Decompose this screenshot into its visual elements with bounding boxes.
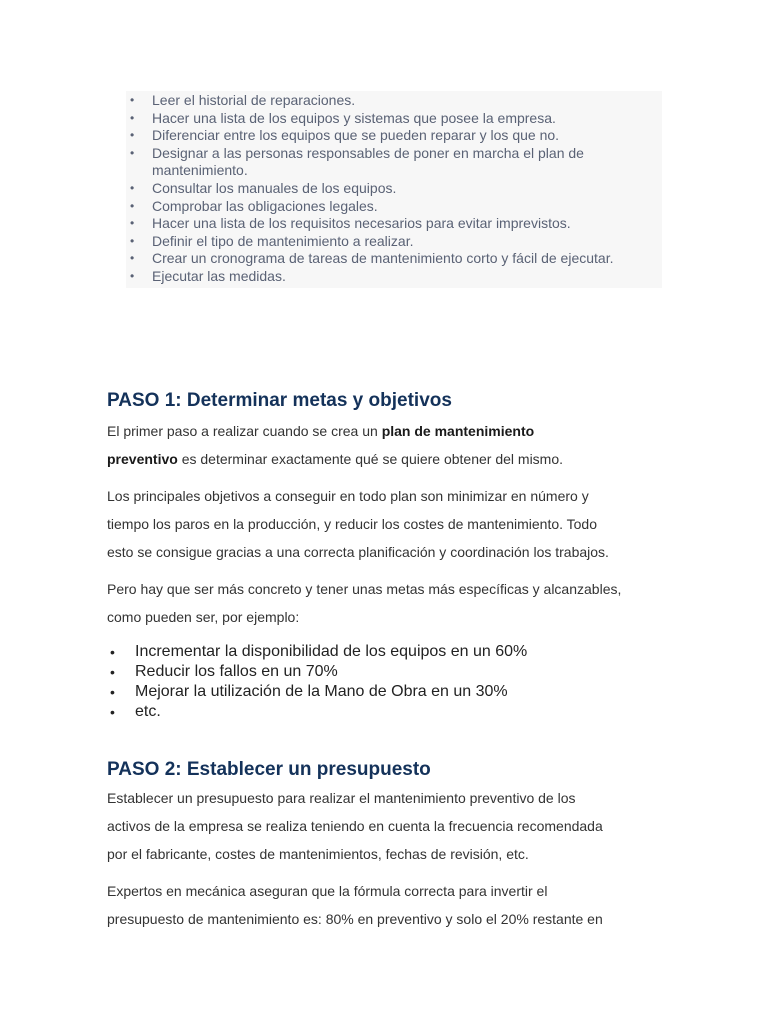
text-line: como pueden ser, por ejemplo:	[107, 609, 300, 625]
text-line: Los principales objetivos a conseguir en todo plan son minimizar en número y	[107, 488, 589, 504]
paragraph	[107, 482, 667, 566]
paragraph	[107, 417, 667, 473]
paragraph	[107, 575, 667, 631]
list-item-text: Definir el tipo de mantenimiento a realizar.	[152, 232, 414, 249]
section-paso-2	[107, 758, 667, 933]
list-item-text: Comprobar las obligaciones legales.	[152, 197, 378, 214]
list-item	[126, 127, 662, 145]
list-item	[126, 145, 662, 180]
list-item-text: Hacer una lista de los equipos y sistemas que posee la empresa.	[152, 109, 556, 126]
paragraph	[107, 784, 667, 868]
list-item	[126, 92, 662, 110]
text-line: Establecer un presupuesto para realizar el mantenimiento preventivo de los	[107, 790, 576, 806]
text-line: presupuesto de mantenimiento es: 80% en preventivo y solo el 20% restante en	[107, 911, 603, 927]
list-item-text: Designar a las personas responsables de poner en marcha el plan de	[152, 144, 584, 161]
list-item	[126, 268, 662, 286]
section-paso-1	[107, 389, 667, 722]
list-item	[126, 180, 662, 198]
list-item: • Incrementar la disponibilidad de los equipos en un 60%	[107, 642, 667, 662]
text-run: El primer paso a realizar cuando se crea un	[107, 423, 382, 439]
list-item-text: Ejecutar las medidas.	[152, 267, 286, 284]
list-item	[126, 198, 662, 216]
list-item	[126, 215, 662, 233]
bold-text: plan de mantenimiento	[381, 423, 535, 439]
maintenance-checklist	[126, 91, 662, 288]
list-item	[126, 110, 662, 128]
text-line: esto se consigue gracias a una correcta planificación y coordinación los trabajos.	[107, 544, 609, 560]
text-line: tiempo los paros en la producción, y reducir los costes de mantenimiento. Todo	[107, 516, 598, 532]
paragraph	[107, 877, 667, 933]
text-line: por el fabricante, costes de mantenimientos, fechas de revisión, etc.	[107, 846, 529, 862]
list-item: • Reducir los fallos en un 70%	[107, 662, 667, 682]
section-heading: PASO 2: Establecer un presupuesto	[107, 759, 431, 780]
text-run: es determinar exactamente qué se quiere obtener del mismo.	[177, 451, 564, 467]
list-item-text-cont: mantenimiento.	[152, 162, 248, 179]
list-item-text: Leer el historial de reparaciones.	[152, 92, 356, 108]
list-item-text: Consultar los manuales de los equipos.	[152, 179, 397, 196]
goals-list	[107, 642, 667, 722]
list-item	[126, 233, 662, 251]
list-item-text: Crear un cronograma de tareas de mantenimiento corto y fácil de ejecutar.	[152, 250, 614, 267]
section-heading: PASO 1: Determinar metas y objetivos	[107, 390, 452, 411]
text-line: Pero hay que ser más concreto y tener unas metas más específicas y alcanzables,	[107, 581, 622, 597]
list-item-text: Hacer una lista de los requisitos necesarios para evitar imprevistos.	[152, 215, 571, 232]
list-item: • Mejorar la utilización de la Mano de Obra en un 30%	[107, 682, 667, 702]
text-line: Expertos en mecánica aseguran que la fórmula correcta para invertir el	[107, 883, 548, 899]
text-line: activos de la empresa se realiza teniendo en cuenta la frecuencia recomendada	[107, 818, 603, 834]
list-item	[126, 250, 662, 268]
list-item: • etc.	[107, 702, 667, 722]
list-item-text: Diferenciar entre los equipos que se pueden reparar y los que no.	[152, 127, 560, 144]
bold-text: preventivo	[107, 451, 178, 467]
